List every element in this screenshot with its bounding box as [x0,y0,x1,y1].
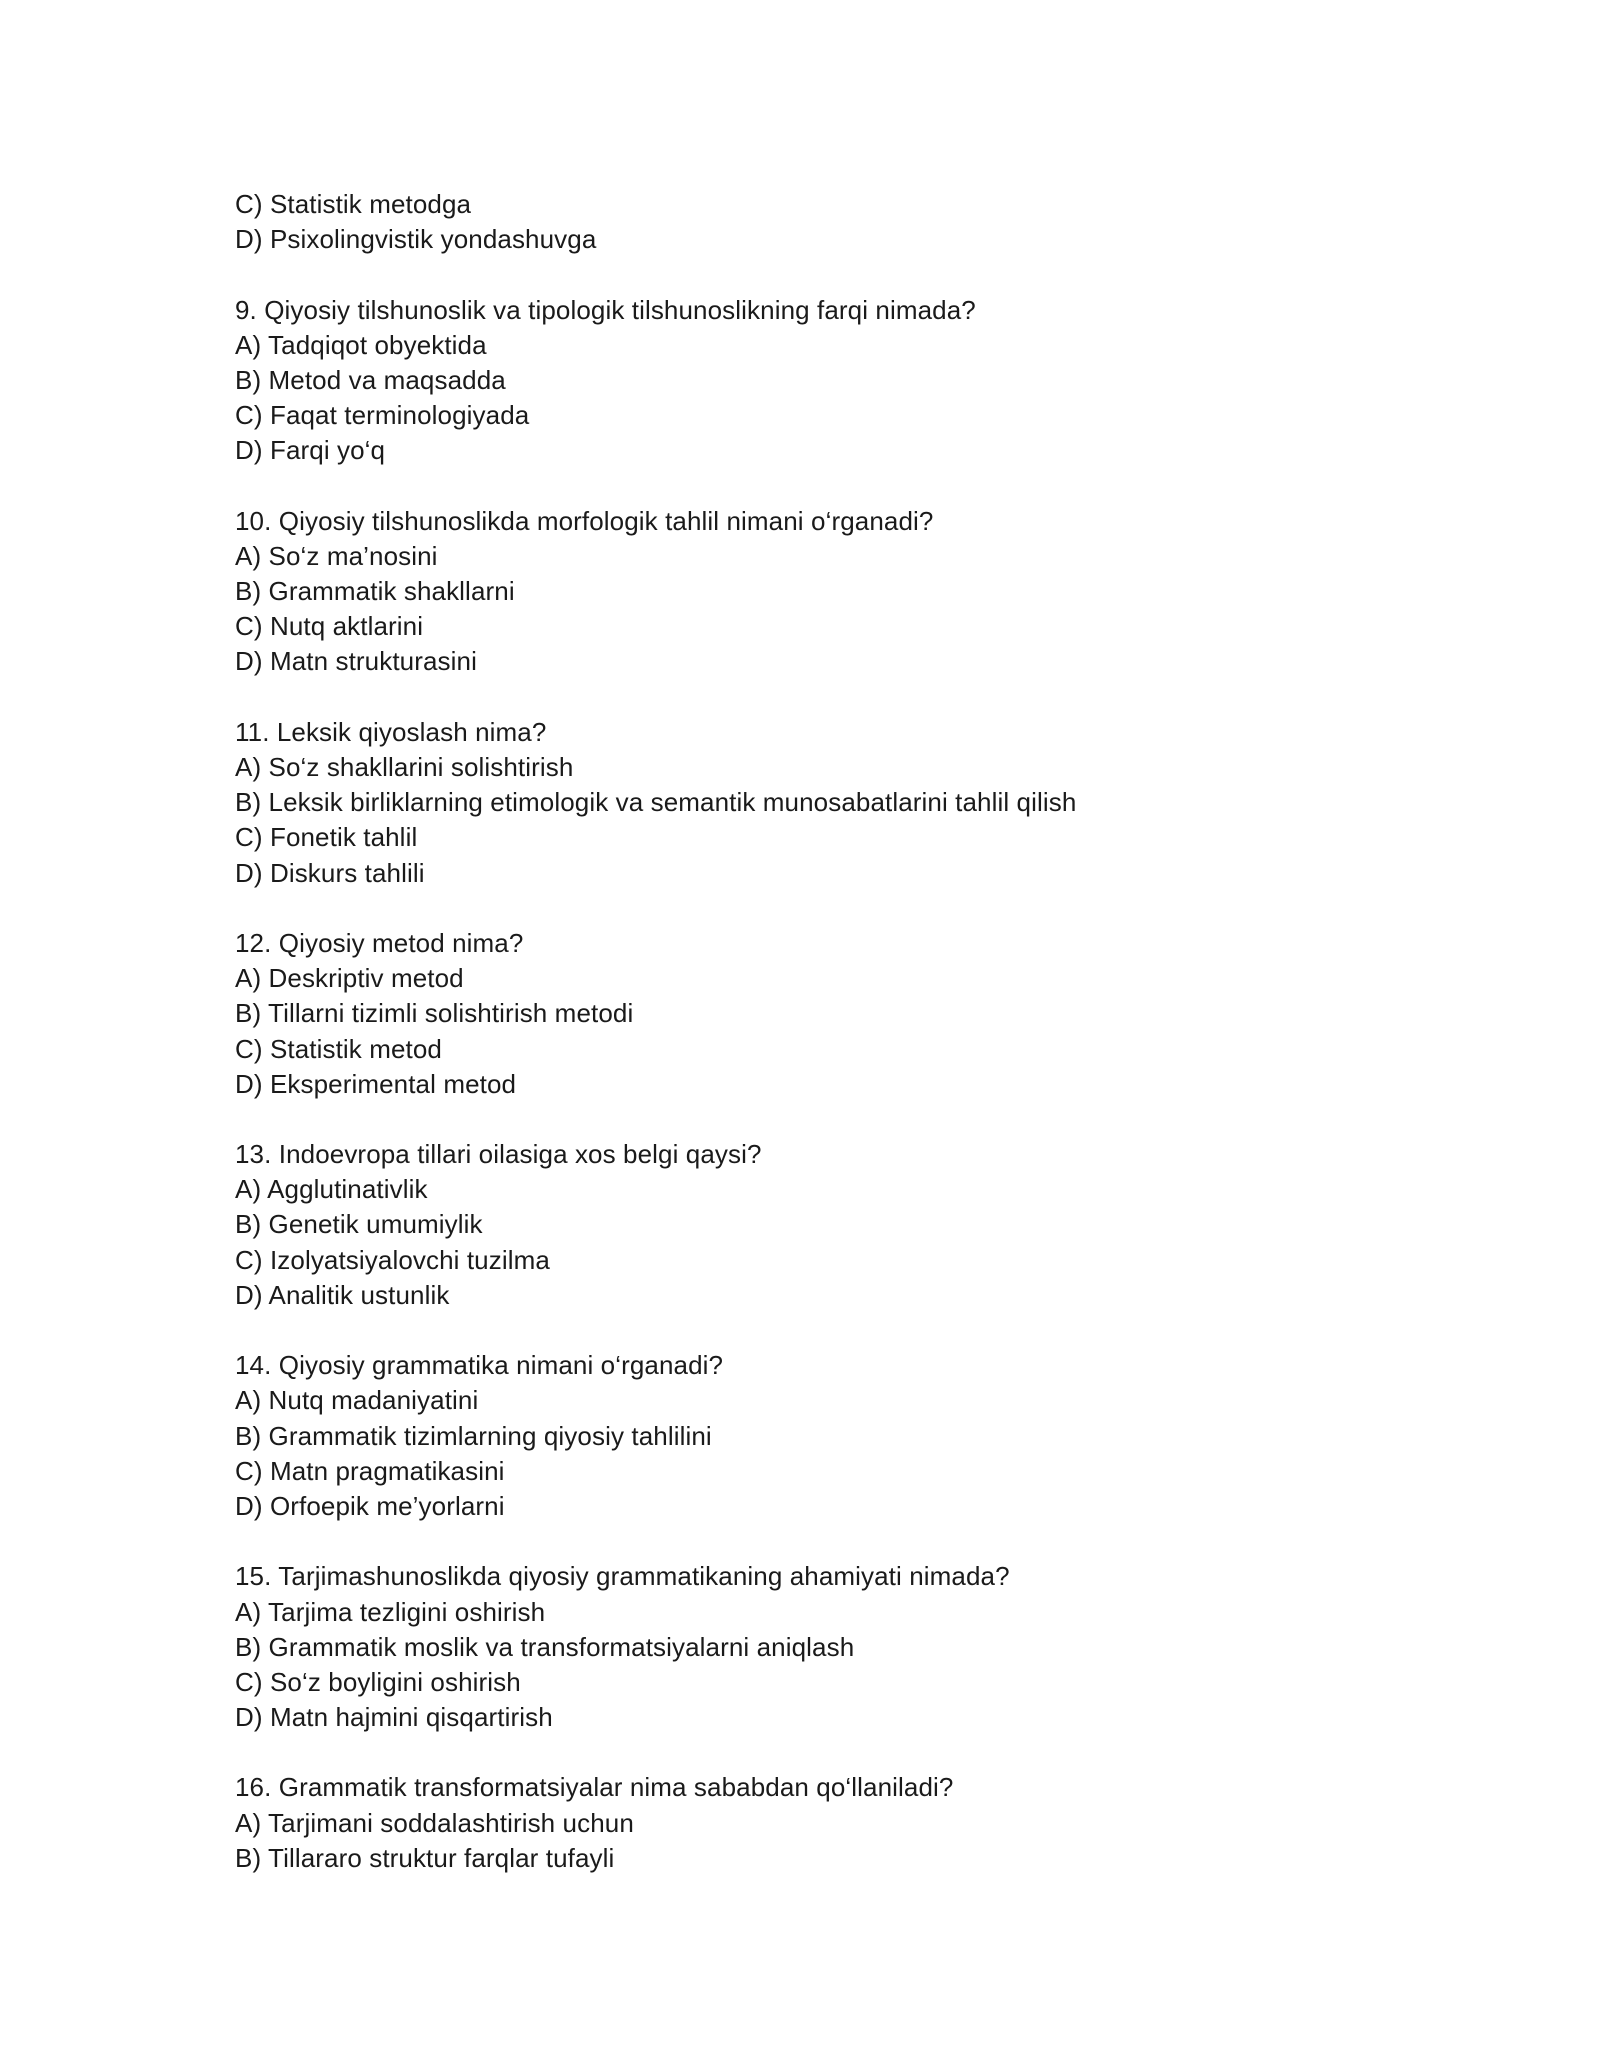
option-line: C) Faqat terminologiyada [235,400,530,431]
option-line: A) Tadqiqot obyektida [235,329,487,360]
question-text: 15. Tarjimashunoslikda qiyosiy grammatikaning ahamiyati nimada? [235,1561,1010,1592]
question-text: 10. Qiyosiy tilshunoslikda morfologik tahlil nimani o‘rganadi? [235,505,934,536]
option-line: C) Statistik metod [235,1033,442,1064]
option-line: C) Statistik metodga [235,189,472,219]
option-line: D) Farqi yo‘q [235,435,386,466]
option-line: B) Metod va maqsadda [235,364,506,395]
question-block-16 [235,1770,1435,1876]
option-line: B) Grammatik shakllarni [235,576,515,607]
option-line: C) Matn pragmatikasini [235,1455,505,1486]
question-text: 12. Qiyosiy metod nima? [235,927,524,958]
option-line: B) Grammatik moslik va transformatsiyalarni aniqlash [235,1631,855,1662]
option-line: B) Tillararo struktur farqlar tufayli [235,1842,615,1873]
option-line: C) So‘z boyligini oshirish [235,1666,521,1697]
option-line: D) Orfoepik me’yorlarni [235,1490,505,1521]
option-line: A) Deskriptiv metod [235,963,464,994]
question-block-12 [235,926,1435,1102]
question-text: 9. Qiyosiy tilshunoslik va tipologik tilshunoslikning farqi nimada? [235,294,976,325]
option-line: D) Matn hajmini qisqartirish [235,1702,553,1733]
question-block-14 [235,1348,1435,1524]
option-line: A) Agglutinativlik [235,1174,428,1205]
question-text: 11. Leksik qiyoslash nima? [235,716,547,747]
intro-options-block [235,187,1435,257]
option-line: D) Diskurs tahlili [235,857,425,888]
question-text: 16. Grammatik transformatsiyalar nima sababdan qo‘llaniladi? [235,1772,954,1803]
option-line: A) Tarjima tezligini oshirish [235,1596,546,1627]
question-block-11 [235,715,1435,891]
option-line: B) Leksik birliklarning etimologik va semantik munosabatlarini tahlil qilish [235,787,1077,818]
question-block-9 [235,293,1435,469]
question-block-15 [235,1559,1435,1735]
option-line: A) Tarjimani soddalashtirish uchun [235,1807,634,1838]
question-text: 14. Qiyosiy grammatika nimani o‘rganadi? [235,1350,724,1381]
question-block-10 [235,504,1435,680]
option-line: C) Nutq aktlarini [235,611,424,642]
page-content [235,187,1435,1911]
option-line: B) Tillarni tizimli solishtirish metodi [235,998,634,1029]
option-line: D) Analitik ustunlik [235,1279,450,1310]
option-line: B) Grammatik tizimlarning qiyosiy tahlilini [235,1420,712,1451]
option-line: A) Nutq madaniyatini [235,1385,479,1416]
option-line: C) Fonetik tahlil [235,822,418,853]
option-line: D) Eksperimental metod [235,1068,517,1099]
option-line: B) Genetik umumiylik [235,1209,483,1240]
option-line: D) Matn strukturasini [235,646,477,677]
option-line: D) Psixolingvistik yondashuvga [235,224,597,255]
option-line: C) Izolyatsiyalovchi tuzilma [235,1244,550,1275]
question-text: 13. Indoevropa tillari oilasiga xos belgi qaysi? [235,1139,762,1170]
option-line: A) So‘z shakllarini solishtirish [235,752,574,782]
option-line: A) So‘z ma’nosini [235,540,438,571]
question-block-13 [235,1137,1435,1313]
